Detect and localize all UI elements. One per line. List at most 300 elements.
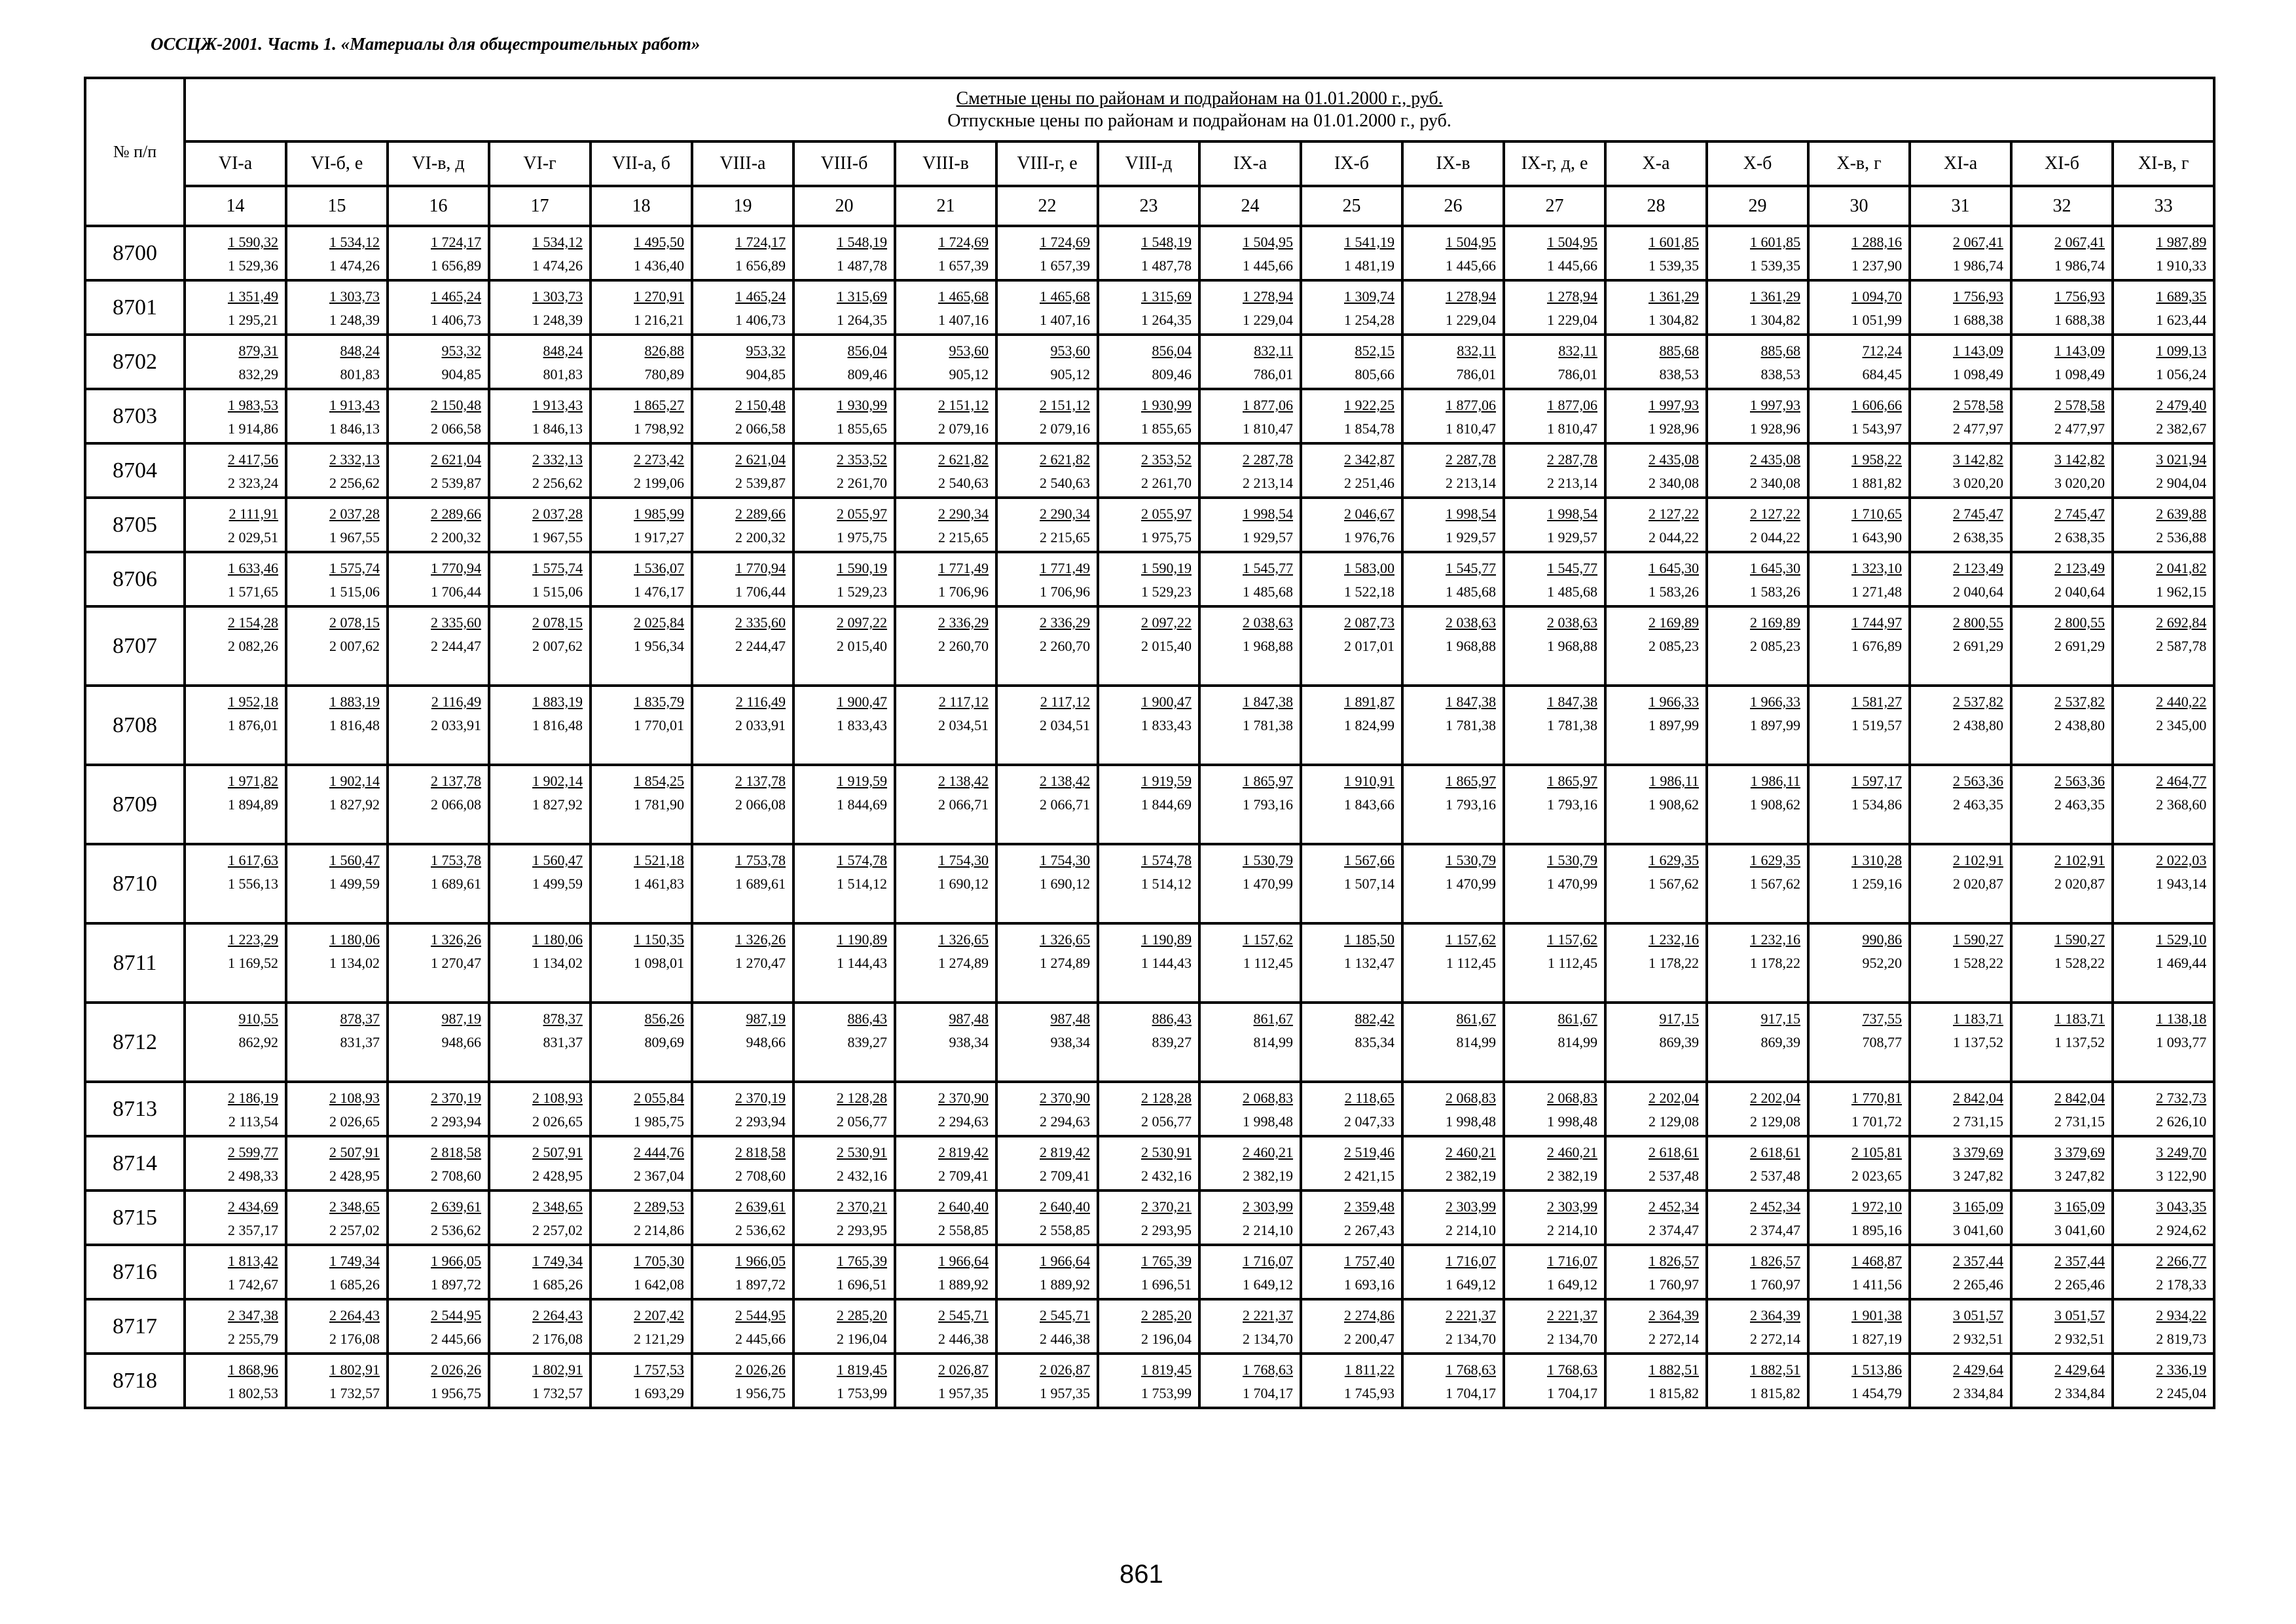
estimate-price: 2 800,55 <box>2054 614 2105 631</box>
estimate-price: 2 364,39 <box>1649 1307 1699 1323</box>
estimate-price: 1 966,33 <box>1649 693 1699 710</box>
release-price: 2 244,47 <box>431 638 481 654</box>
price-cell <box>1199 1245 1301 1299</box>
release-price: 1 929,57 <box>1547 529 1597 545</box>
price-cell <box>286 686 388 765</box>
release-price: 1 917,27 <box>634 529 684 545</box>
estimate-price: 1 901,38 <box>1851 1307 1902 1323</box>
release-price: 2 215,65 <box>1040 529 1090 545</box>
release-price: 2 626,10 <box>2156 1113 2207 1130</box>
estimate-price: 832,11 <box>1558 342 1597 359</box>
estimate-price: 1 802,91 <box>532 1361 583 1378</box>
release-price: 2 040,64 <box>1953 583 2003 600</box>
price-cell <box>895 1136 996 1190</box>
release-price: 1 445,66 <box>1243 257 1293 274</box>
estimate-price: 2 519,46 <box>1344 1144 1394 1160</box>
estimate-price: 1 597,17 <box>1851 773 1902 789</box>
release-price: 814,99 <box>1456 1034 1496 1050</box>
price-cell <box>1605 498 1707 552</box>
price-cell <box>1301 280 1402 335</box>
release-price: 1 132,47 <box>1344 955 1394 971</box>
release-price: 1 928,96 <box>1649 420 1699 437</box>
release-price: 1 914,86 <box>228 420 278 437</box>
estimate-price: 1 705,30 <box>634 1253 684 1269</box>
estimate-price: 2 621,04 <box>735 451 786 468</box>
price-cell <box>793 443 895 498</box>
price-cell <box>1301 686 1402 765</box>
estimate-price: 1 756,93 <box>1953 288 2003 304</box>
estimate-price: 1 768,63 <box>1446 1361 1496 1378</box>
estimate-price: 1 232,16 <box>1750 931 1800 948</box>
price-cell <box>2011 1003 2113 1082</box>
price-cell <box>286 280 388 335</box>
price-cell <box>1402 686 1504 765</box>
price-cell <box>286 606 388 686</box>
price-cell <box>1301 606 1402 686</box>
price-cell <box>1504 1354 1605 1408</box>
release-price: 2 082,26 <box>228 638 278 654</box>
price-cell <box>1808 606 1910 686</box>
price-cell <box>2113 1136 2214 1190</box>
estimate-price: 1 361,29 <box>1649 288 1699 304</box>
price-cell <box>895 1245 996 1299</box>
column-number: 14 <box>185 186 286 226</box>
release-price: 2 017,01 <box>1344 638 1394 654</box>
price-cell <box>388 226 489 280</box>
release-price: 1 522,18 <box>1344 583 1394 600</box>
region-header: X-в, г <box>1808 141 1910 186</box>
release-price: 1 237,90 <box>1851 257 1902 274</box>
estimate-price: 826,88 <box>644 342 684 359</box>
estimate-price: 2 479,40 <box>2156 397 2207 413</box>
release-price: 1 957,35 <box>1040 1385 1090 1401</box>
release-price: 2 196,04 <box>837 1331 887 1347</box>
release-price: 2 340,08 <box>1750 475 1800 491</box>
price-cell <box>1605 686 1707 765</box>
estimate-price: 1 913,43 <box>329 397 380 413</box>
price-cell <box>1707 1299 1808 1354</box>
estimate-price: 2 342,87 <box>1344 451 1394 468</box>
release-price: 2 691,29 <box>2054 638 2105 654</box>
release-price: 1 134,02 <box>329 955 380 971</box>
price-cell <box>1808 1190 1910 1245</box>
release-price: 2 537,48 <box>1750 1168 1800 1184</box>
table-row <box>85 1003 2214 1082</box>
region-header: XI-в, г <box>2113 141 2214 186</box>
price-cell <box>1808 389 1910 443</box>
price-cell <box>388 1245 489 1299</box>
estimate-price: 1 574,78 <box>1141 852 1192 868</box>
estimate-price: 1 966,33 <box>1750 693 1800 710</box>
release-price: 2 251,46 <box>1344 475 1394 491</box>
estimate-price: 2 303,99 <box>1446 1198 1496 1215</box>
price-cell <box>793 1190 895 1245</box>
release-price: 1 649,12 <box>1243 1276 1293 1293</box>
release-price: 938,34 <box>1050 1034 1090 1050</box>
table-row <box>85 1136 2214 1190</box>
estimate-price: 832,11 <box>1457 342 1496 359</box>
table-row <box>85 1190 2214 1245</box>
release-price: 1 810,47 <box>1243 420 1293 437</box>
estimate-price: 2 285,20 <box>837 1307 887 1323</box>
release-price: 1 701,72 <box>1851 1113 1902 1130</box>
price-cell <box>591 765 692 844</box>
release-price: 1 514,12 <box>837 876 887 892</box>
estimate-price: 2 578,58 <box>2054 397 2105 413</box>
price-cell <box>388 686 489 765</box>
estimate-price: 2 618,61 <box>1750 1144 1800 1160</box>
release-price: 1 704,17 <box>1547 1385 1597 1401</box>
release-price: 2 260,70 <box>1040 638 1090 654</box>
region-header: IX-в <box>1402 141 1504 186</box>
row-code: 8704 <box>85 443 185 498</box>
region-header: VIII-а <box>692 141 793 186</box>
price-cell <box>489 1190 591 1245</box>
release-price: 2 261,70 <box>1141 475 1192 491</box>
release-price: 1 178,22 <box>1649 955 1699 971</box>
release-price: 1 908,62 <box>1750 796 1800 813</box>
release-price: 2 215,65 <box>938 529 989 545</box>
estimate-price: 3 165,09 <box>2054 1198 2105 1215</box>
price-cell <box>591 606 692 686</box>
estimate-price: 1 986,11 <box>1750 773 1800 789</box>
price-cell <box>996 280 1098 335</box>
release-price: 1 910,33 <box>2156 257 2207 274</box>
estimate-price: 1 560,47 <box>532 852 583 868</box>
price-cell <box>1098 443 1199 498</box>
estimate-price: 2 150,48 <box>735 397 786 413</box>
estimate-price: 2 117,12 <box>938 693 989 710</box>
estimate-price: 1 545,77 <box>1547 560 1597 576</box>
estimate-price: 2 364,39 <box>1750 1307 1800 1323</box>
estimate-price: 1 958,22 <box>1851 451 1902 468</box>
estimate-price: 3 051,57 <box>2054 1307 2105 1323</box>
region-header: VI-а <box>185 141 286 186</box>
price-cell <box>1098 1136 1199 1190</box>
release-price: 814,99 <box>1558 1034 1597 1050</box>
release-price: 2 214,10 <box>1243 1222 1293 1238</box>
estimate-price: 1 987,89 <box>2156 234 2207 250</box>
price-cell <box>1402 923 1504 1003</box>
price-cell <box>996 923 1098 1003</box>
release-price: 2 265,46 <box>1953 1276 2003 1293</box>
column-number: 31 <box>1910 186 2011 226</box>
price-cell <box>1910 1003 2011 1082</box>
price-cell <box>388 765 489 844</box>
release-price: 2 421,15 <box>1344 1168 1394 1184</box>
estimate-price: 1 545,77 <box>1446 560 1496 576</box>
estimate-price: 1 326,65 <box>938 931 989 948</box>
release-price: 1 515,06 <box>329 583 380 600</box>
release-price: 2 345,00 <box>2156 717 2207 733</box>
price-cell <box>692 1299 793 1354</box>
release-price: 1 824,99 <box>1344 717 1394 733</box>
release-price: 1 529,23 <box>1141 583 1192 600</box>
price-cell <box>1605 1136 1707 1190</box>
price-cell <box>1707 1190 1808 1245</box>
price-cell <box>1808 1354 1910 1408</box>
price-cell <box>185 1190 286 1245</box>
release-price: 1 897,99 <box>1649 717 1699 733</box>
estimate-price: 2 078,15 <box>532 614 583 631</box>
price-cell <box>1707 498 1808 552</box>
price-cell <box>1098 1245 1199 1299</box>
price-cell <box>1910 923 2011 1003</box>
release-price: 1 476,17 <box>634 583 684 600</box>
estimate-price: 1 185,50 <box>1344 931 1394 948</box>
price-cell <box>388 1003 489 1082</box>
estimate-price: 1 770,94 <box>431 560 481 576</box>
table-row <box>85 765 2214 844</box>
price-cell <box>1605 1354 1707 1408</box>
price-cell <box>489 443 591 498</box>
release-price: 1 571,65 <box>228 583 278 600</box>
estimate-price: 886,43 <box>1152 1010 1192 1027</box>
estimate-price: 3 142,82 <box>1953 451 2003 468</box>
estimate-price: 2 335,60 <box>431 614 481 631</box>
release-price: 2 256,62 <box>532 475 583 491</box>
price-cell <box>1808 443 1910 498</box>
region-header: VI-б, е <box>286 141 388 186</box>
price-cell <box>793 552 895 606</box>
price-cell <box>185 280 286 335</box>
release-price: 1 908,62 <box>1649 796 1699 813</box>
price-cell <box>895 280 996 335</box>
release-price: 2 293,94 <box>431 1113 481 1130</box>
price-cell <box>1199 923 1301 1003</box>
column-number: 16 <box>388 186 489 226</box>
release-price: 2 257,02 <box>532 1222 583 1238</box>
price-cell <box>2113 923 2214 1003</box>
price-cell <box>489 1136 591 1190</box>
price-cell <box>185 1003 286 1082</box>
estimate-price: 1 753,78 <box>431 852 481 868</box>
table-row <box>85 1299 2214 1354</box>
estimate-price: 1 919,59 <box>1141 773 1192 789</box>
release-price: 1 264,35 <box>837 312 887 328</box>
estimate-price: 2 266,77 <box>2156 1253 2207 1269</box>
release-price: 1 833,43 <box>837 717 887 733</box>
price-cell <box>895 844 996 923</box>
estimate-price: 861,67 <box>1558 1010 1597 1027</box>
release-price: 1 854,78 <box>1344 420 1394 437</box>
table-title <box>185 78 2214 141</box>
estimate-price: 2 507,91 <box>329 1144 380 1160</box>
price-cell <box>388 389 489 443</box>
table-row <box>85 1354 2214 1408</box>
price-cell <box>1605 1299 1707 1354</box>
estimate-price: 2 357,44 <box>1953 1253 2003 1269</box>
estimate-price: 1 590,27 <box>1953 931 2003 948</box>
estimate-price: 2 692,84 <box>2156 614 2207 631</box>
price-cell <box>286 389 388 443</box>
price-cell <box>1504 443 1605 498</box>
release-price: 1 844,69 <box>837 796 887 813</box>
estimate-price: 1 468,87 <box>1851 1253 1902 1269</box>
estimate-price: 2 370,19 <box>735 1090 786 1106</box>
release-price: 2 040,64 <box>2054 583 2105 600</box>
estimate-price: 2 335,60 <box>735 614 786 631</box>
release-price: 2 196,04 <box>1141 1331 1192 1347</box>
estimate-price: 1 868,96 <box>228 1361 278 1378</box>
estimate-price: 2 599,77 <box>228 1144 278 1160</box>
release-price: 2 044,22 <box>1750 529 1800 545</box>
price-cell <box>1504 844 1605 923</box>
price-cell <box>2011 280 2113 335</box>
release-price: 2 638,35 <box>2054 529 2105 545</box>
price-cell <box>1504 1190 1605 1245</box>
column-number: 26 <box>1402 186 1504 226</box>
region-header: VIII-д <box>1098 141 1199 186</box>
price-cell <box>489 765 591 844</box>
estimate-price: 1 765,39 <box>837 1253 887 1269</box>
estimate-price: 2 068,83 <box>1243 1090 1293 1106</box>
release-price: 801,83 <box>340 366 380 382</box>
price-cell <box>388 498 489 552</box>
release-price: 1 445,66 <box>1547 257 1597 274</box>
price-cell <box>286 844 388 923</box>
estimate-price: 1 099,13 <box>2156 342 2207 359</box>
estimate-price: 2 041,82 <box>2156 560 2207 576</box>
price-cell <box>1605 765 1707 844</box>
price-cell <box>286 335 388 389</box>
estimate-price: 2 417,56 <box>228 451 278 468</box>
release-price: 1 229,04 <box>1243 312 1293 328</box>
price-cell <box>185 765 286 844</box>
release-price: 1 975,75 <box>1141 529 1192 545</box>
price-cell <box>692 335 793 389</box>
row-code: 8714 <box>85 1136 185 1190</box>
price-cell <box>1301 1299 1402 1354</box>
release-price: 2 213,14 <box>1446 475 1496 491</box>
estimate-price: 1 190,89 <box>837 931 887 948</box>
price-cell <box>996 389 1098 443</box>
estimate-price: 2 800,55 <box>1953 614 2003 631</box>
release-price: 1 696,51 <box>1141 1276 1192 1293</box>
estimate-price: 1 157,62 <box>1446 931 1496 948</box>
release-price: 1 051,99 <box>1851 312 1902 328</box>
price-cell <box>185 1082 286 1136</box>
release-price: 1 985,75 <box>634 1113 684 1130</box>
release-price: 1 685,26 <box>532 1276 583 1293</box>
estimate-price: 2 138,42 <box>938 773 989 789</box>
estimate-price: 1 190,89 <box>1141 931 1192 948</box>
price-cell <box>489 844 591 923</box>
estimate-price: 2 545,71 <box>938 1307 989 1323</box>
estimate-price: 1 913,43 <box>532 397 583 413</box>
estimate-price: 2 336,29 <box>938 614 989 631</box>
price-cell <box>1402 552 1504 606</box>
release-price: 835,34 <box>1355 1034 1394 1050</box>
row-code: 8701 <box>85 280 185 335</box>
estimate-price: 2 639,61 <box>431 1198 481 1215</box>
estimate-price: 1 770,94 <box>735 560 786 576</box>
release-price: 2 134,70 <box>1446 1331 1496 1347</box>
estimate-price: 2 348,65 <box>532 1198 583 1215</box>
release-price: 869,39 <box>1659 1034 1699 1050</box>
estimate-price: 2 116,49 <box>431 693 481 710</box>
region-header: XI-а <box>1910 141 2011 186</box>
release-price: 1 304,82 <box>1649 312 1699 328</box>
price-cell <box>489 686 591 765</box>
price-cell <box>388 443 489 498</box>
estimate-price: 1 756,93 <box>2054 288 2105 304</box>
release-price: 2 540,63 <box>938 475 989 491</box>
price-cell <box>1910 226 2011 280</box>
release-price: 2 334,84 <box>1953 1385 2003 1401</box>
price-cell <box>895 606 996 686</box>
price-cell <box>185 1245 286 1299</box>
release-price: 1 528,22 <box>1953 955 2003 971</box>
price-cell <box>793 1299 895 1354</box>
release-price: 3 020,20 <box>2054 475 2105 491</box>
price-cell <box>2011 389 2113 443</box>
price-cell <box>1098 1299 1199 1354</box>
price-cell <box>1199 1003 1301 1082</box>
estimate-price-title: Сметные цены по районам и подрайонам на 01.01.2000 г., руб. <box>956 88 1443 109</box>
release-price: 2 432,16 <box>837 1168 887 1184</box>
price-cell <box>489 1245 591 1299</box>
estimate-price: 1 513,86 <box>1851 1361 1902 1378</box>
estimate-price: 1 902,14 <box>532 773 583 789</box>
price-cell <box>1199 335 1301 389</box>
release-price: 1 810,47 <box>1446 420 1496 437</box>
release-price: 1 539,35 <box>1649 257 1699 274</box>
release-price: 1 745,93 <box>1344 1385 1394 1401</box>
release-price: 1 855,65 <box>837 420 887 437</box>
price-cell <box>996 686 1098 765</box>
price-cell <box>2011 1245 2113 1299</box>
price-cell <box>1707 226 1808 280</box>
release-price: 1 770,01 <box>634 717 684 733</box>
price-cell <box>996 1190 1098 1245</box>
release-price: 2 708,60 <box>735 1168 786 1184</box>
price-cell <box>1504 1136 1605 1190</box>
estimate-price: 1 548,19 <box>1141 234 1192 250</box>
release-price: 1 529,23 <box>837 583 887 600</box>
estimate-price: 2 108,93 <box>329 1090 380 1106</box>
estimate-price: 1 983,53 <box>228 397 278 413</box>
price-cell <box>996 1082 1098 1136</box>
price-cell <box>388 923 489 1003</box>
release-price: 2 129,08 <box>1750 1113 1800 1130</box>
price-cell <box>1707 1136 1808 1190</box>
release-price: 2 536,88 <box>2156 529 2207 545</box>
document-header: ОССЦЖ-2001. Часть 1. «Материалы для общестроительных работ» <box>151 34 701 54</box>
release-price: 2 261,70 <box>837 475 887 491</box>
release-price: 2 382,19 <box>1243 1168 1293 1184</box>
release-price: 2 113,54 <box>228 1113 278 1130</box>
price-cell <box>1605 335 1707 389</box>
price-cell <box>1605 280 1707 335</box>
release-price: 2 020,87 <box>2054 876 2105 892</box>
estimate-price: 832,11 <box>1254 342 1293 359</box>
price-cell <box>286 1190 388 1245</box>
estimate-price: 2 026,87 <box>938 1361 989 1378</box>
price-cell <box>185 498 286 552</box>
column-number: 24 <box>1199 186 1301 226</box>
price-cell <box>895 226 996 280</box>
estimate-price: 2 332,13 <box>532 451 583 468</box>
release-price: 2 536,62 <box>431 1222 481 1238</box>
price-cell <box>1910 686 2011 765</box>
release-price: 831,37 <box>340 1034 380 1050</box>
estimate-price: 2 038,63 <box>1243 614 1293 631</box>
price-cell <box>1098 552 1199 606</box>
estimate-price: 1 819,45 <box>1141 1361 1192 1378</box>
table-row <box>85 280 2214 335</box>
price-cell <box>1199 552 1301 606</box>
